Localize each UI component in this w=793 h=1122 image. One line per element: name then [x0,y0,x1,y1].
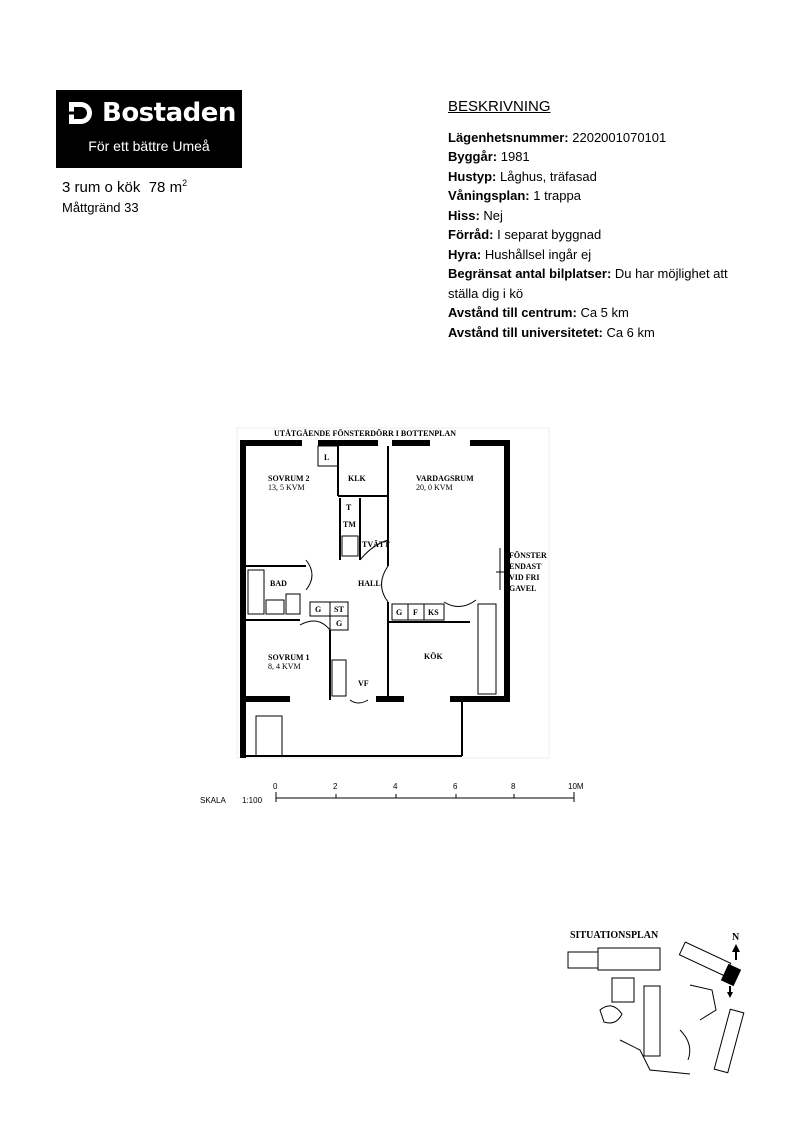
desc-value: Du har möjlighet att ställa dig i kö [448,266,728,301]
desc-value: I separat byggnad [493,227,602,242]
desc-value: 2202001070101 [568,129,667,145]
desc-label: Avstånd till centrum: [448,305,577,320]
apartment-area: 78 m [148,179,183,196]
desc-value: Hushållsel ingår ej [481,246,592,262]
plan-side-note-2: ENDAST [509,562,542,571]
logo-tagline: För ett bättre Umeå [88,138,210,154]
plan-room-klk: KLK [348,474,366,483]
plan-label-tm: TM [343,520,356,529]
desc-value: Ca 5 km [576,305,629,320]
desc-value: 1 trappa [529,188,581,203]
scale-tick: 8 [511,782,516,791]
situation-marker [721,964,741,986]
desc-row [448,206,758,226]
plan-label-vf: VF [358,679,369,688]
plan-side-note-3: VID FRI [509,573,540,582]
apartment-area-sup: 2 [182,178,188,188]
desc-row [448,245,758,265]
apartment-title [62,178,187,196]
desc-label: Våningsplan: [448,188,530,203]
plan-room-vardagsrum-area: 20, 0 KVM [416,483,453,492]
plan-room-sovrum2: SOVRUM 2 [268,474,310,483]
plan-label-g: G [336,619,343,628]
scale-tick: 4 [393,782,398,791]
logo-brand-name: Bostaden [102,98,236,128]
desc-value: 1981 [497,149,530,164]
desc-row [448,128,758,148]
bostaden-b-icon [66,98,96,128]
location-arrow-icon [727,986,733,998]
desc-row [448,186,758,206]
plan-label-g: G [396,608,403,617]
desc-label: Begränsat antal bilplatser: [448,266,612,281]
floor-plan [190,420,610,810]
plan-label-f: F [413,608,418,617]
desc-value: Ca 6 km [602,324,655,340]
desc-label: Lägenhetsnummer: [448,129,569,145]
scale-tick: 6 [453,782,458,791]
situation-plan [560,920,780,1080]
desc-value: Låghus, träfasad [496,168,597,184]
plan-label-g: G [315,605,322,614]
desc-label: Hiss: [448,207,480,223]
desc-label: Byggår: [448,149,498,164]
description-block [448,97,758,342]
plan-room-tvatt: TVÄTT [362,540,390,549]
plan-label-l: L [324,453,330,462]
description-heading: BESKRIVNING [448,98,551,115]
desc-label: Förråd: [448,227,494,242]
plan-label-st: ST [334,605,344,614]
logo-brand [66,98,236,128]
bostaden-logo [56,90,242,168]
desc-label: Hustyp: [448,168,497,184]
desc-row [448,264,758,303]
plan-room-vardagsrum: VARDAGSRUM [416,474,474,483]
plan-side-note-4: GAVEL [509,584,537,593]
scale-tick: 0 [273,782,278,791]
desc-row [448,303,758,323]
desc-row [448,147,758,167]
scale-tick: 2 [333,782,338,791]
scale-bar [200,782,584,805]
apartment-rooms: 3 rum o kök [62,179,141,196]
desc-row [448,225,758,245]
apartment-address: Måttgränd 33 [62,200,139,215]
scale-tick: 10M [568,782,584,791]
plan-room-hall: HALL [358,579,381,588]
plan-room-sovrum1-area: 8, 4 KVM [268,662,301,671]
desc-row [448,167,758,187]
desc-label: Hyra: [448,246,482,262]
scale-label: SKALA [200,796,226,805]
scale-ratio: 1:100 [242,796,263,805]
north-arrow-icon [732,944,740,960]
north-label: N [732,932,740,943]
plan-room-kok: KÖK [424,652,443,661]
plan-room-sovrum1: SOVRUM 1 [268,653,310,662]
situationsplan-title: SITUATIONSPLAN [570,930,659,941]
plan-top-note: UTÅTGÅENDE FÖNSTERDÖRR I BOTTENPLAN [274,429,457,438]
plan-label-ks: KS [428,608,439,617]
desc-value: Nej [479,207,503,223]
desc-label: Avstånd till universitetet: [448,324,603,340]
desc-row [448,323,758,343]
plan-label-t: T [346,503,352,512]
plan-side-note-1: FÖNSTER [509,551,547,560]
plan-room-sovrum2-area: 13, 5 KVM [268,483,305,492]
plan-room-bad: BAD [270,579,287,588]
